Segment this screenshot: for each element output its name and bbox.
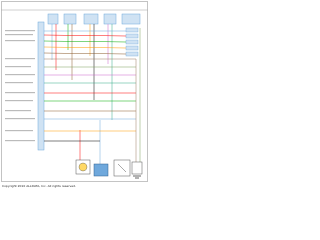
pin-label-block bbox=[5, 40, 35, 41]
wire bbox=[44, 41, 126, 42]
ground-component bbox=[132, 162, 142, 174]
pin-label-block bbox=[5, 74, 35, 75]
pin-label-block bbox=[5, 110, 31, 111]
wiring-diagram bbox=[0, 0, 149, 198]
connector-block bbox=[122, 14, 140, 24]
pump-component bbox=[94, 164, 108, 176]
control-module-connector bbox=[5, 22, 44, 150]
connector-pin bbox=[126, 28, 138, 32]
pin-label-block bbox=[5, 140, 35, 141]
pin-label-block bbox=[5, 34, 33, 35]
horizontal-wires bbox=[44, 31, 136, 141]
connector-pin bbox=[126, 52, 138, 56]
copyright-notice: Copyright 2010 ALLDATA, Inc. All rights reserved. bbox=[2, 184, 76, 188]
pin-label-block bbox=[5, 58, 35, 59]
wire bbox=[44, 35, 126, 36]
vertical-wires bbox=[52, 24, 112, 168]
diagram-frame bbox=[2, 2, 148, 182]
connector-pin bbox=[126, 34, 138, 38]
pin-label-block bbox=[5, 30, 35, 31]
sensor-element bbox=[79, 163, 87, 171]
connector-block bbox=[48, 14, 58, 24]
module-pin-column bbox=[38, 22, 44, 150]
connector-pin bbox=[126, 46, 138, 50]
pin-label-block bbox=[5, 66, 31, 67]
bottom-components bbox=[76, 160, 142, 178]
pin-label-block bbox=[5, 100, 33, 101]
pin-label-block bbox=[5, 82, 33, 83]
connector-block bbox=[104, 14, 116, 24]
connector-block bbox=[84, 14, 98, 24]
pin-label-block bbox=[5, 118, 35, 119]
connector-pin bbox=[126, 40, 138, 44]
pin-label-block bbox=[5, 92, 35, 93]
connector-block bbox=[64, 14, 76, 24]
wire bbox=[44, 47, 126, 48]
wire bbox=[44, 53, 126, 54]
top-connectors bbox=[48, 14, 140, 24]
right-connector-column bbox=[126, 28, 138, 56]
wiring-diagram-sheet bbox=[0, 0, 149, 198]
pin-label-block bbox=[5, 130, 33, 131]
